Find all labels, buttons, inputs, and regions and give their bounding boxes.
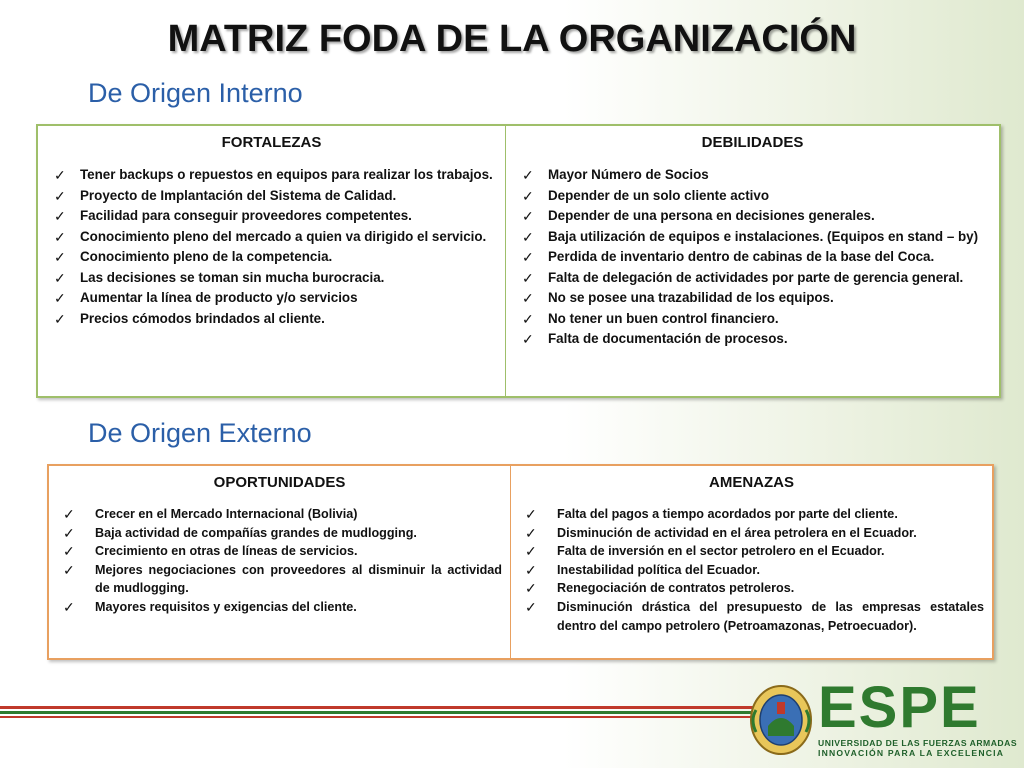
list-item xyxy=(57,505,502,524)
list-item-text: No se posee una trazabilidad de los equipos. xyxy=(548,290,834,305)
checkmark-icon: ✓ xyxy=(522,249,534,265)
checkmark-icon: ✓ xyxy=(522,187,534,204)
list-item-text: Facilidad para conseguir proveedores competentes. xyxy=(80,208,412,223)
green-stripe xyxy=(0,711,760,714)
internal-heading: De Origen Interno xyxy=(88,78,303,108)
debilidades-list xyxy=(514,165,991,350)
oportunidades-column xyxy=(49,466,511,658)
list-item-text: Disminución drástica del presupuesto de las empresas estatales dentro del campo petrolero (Petroamazonas, Petroecuador). xyxy=(557,599,984,633)
checkmark-icon: ✓ xyxy=(525,598,537,615)
list-item xyxy=(57,542,502,561)
red-stripe-thin xyxy=(0,716,760,718)
list-item xyxy=(514,186,991,207)
checkmark-icon: ✓ xyxy=(522,269,534,286)
fortalezas-list xyxy=(46,165,497,329)
external-matrix xyxy=(47,464,994,660)
list-item xyxy=(519,598,984,635)
checkmark-icon: ✓ xyxy=(525,543,537,560)
fortalezas-column xyxy=(38,126,506,396)
checkmark-icon: ✓ xyxy=(522,167,534,183)
list-item-text: Inestabilidad política del Ecuador. xyxy=(557,562,760,577)
logo-motto: INNOVACIÓN PARA LA EXCELENCIA xyxy=(818,748,1005,758)
checkmark-icon: ✓ xyxy=(54,290,66,306)
list-item-text: Conocimiento pleno de la competencia. xyxy=(80,249,333,264)
list-item-text: Mayor Número de Socios xyxy=(548,167,709,182)
list-item xyxy=(514,288,991,309)
list-item-text: Depender de una persona en decisiones generales. xyxy=(548,208,875,223)
list-item xyxy=(514,329,991,350)
checkmark-icon: ✓ xyxy=(525,561,537,578)
oportunidades-list xyxy=(57,505,502,617)
checkmark-icon: ✓ xyxy=(63,524,75,541)
list-item-text: Falta de inversión en el sector petrolero en el Ecuador. xyxy=(557,544,885,559)
list-item-text: Depender de un solo cliente activo xyxy=(548,187,769,203)
espe-logo xyxy=(818,675,1018,758)
checkmark-icon: ✓ xyxy=(63,561,75,578)
checkmark-icon: ✓ xyxy=(522,208,534,224)
checkmark-icon: ✓ xyxy=(522,228,534,245)
amenazas-column xyxy=(511,466,992,658)
checkmark-icon: ✓ xyxy=(525,506,537,522)
list-item xyxy=(519,542,984,561)
list-item-text: Falta del pagos a tiempo acordados por parte del cliente. xyxy=(557,507,898,521)
list-item xyxy=(519,579,984,598)
list-item-text: No tener un buen control financiero. xyxy=(548,310,779,326)
checkmark-icon: ✓ xyxy=(54,167,66,183)
list-item xyxy=(514,227,991,248)
red-stripe xyxy=(0,706,760,709)
list-item-text: Falta de delegación de actividades por parte de gerencia general. xyxy=(548,269,964,285)
amenazas-header: AMENAZAS xyxy=(709,474,794,491)
list-item xyxy=(519,505,984,524)
list-item-text: Falta de documentación de procesos. xyxy=(548,331,788,346)
debilidades-header: DEBILIDADES xyxy=(701,134,804,151)
checkmark-icon: ✓ xyxy=(54,249,66,265)
page-title: MATRIZ FODA DE LA ORGANIZACIÓN xyxy=(167,18,857,60)
list-item-text: Conocimiento pleno del mercado a quien va dirigido el servicio. xyxy=(80,228,487,244)
oportunidades-header: OPORTUNIDADES xyxy=(213,474,346,491)
fortalezas-header: FORTALEZAS xyxy=(221,134,322,151)
list-item xyxy=(46,227,497,248)
university-crest-icon xyxy=(748,680,814,756)
checkmark-icon: ✓ xyxy=(525,580,537,597)
list-item-text: Mayores requisitos y exigencias del cliente. xyxy=(95,599,357,614)
checkmark-icon: ✓ xyxy=(54,187,66,204)
checkmark-icon: ✓ xyxy=(522,310,534,327)
logo-university: UNIVERSIDAD DE LAS FUERZAS ARMADAS xyxy=(818,738,1018,748)
checkmark-icon: ✓ xyxy=(54,310,66,327)
checkmark-icon: ✓ xyxy=(63,543,75,560)
list-item xyxy=(46,186,497,207)
checkmark-icon: ✓ xyxy=(522,290,534,306)
list-item xyxy=(46,309,497,330)
list-item-text: Precios cómodos brindados al cliente. xyxy=(80,310,325,326)
external-heading: De Origen Externo xyxy=(88,418,312,448)
checkmark-icon: ✓ xyxy=(54,269,66,286)
list-item-text: Baja utilización de equipos e instalaciones. (Equipos en stand – by) xyxy=(548,228,979,244)
list-item xyxy=(57,598,502,617)
list-item xyxy=(514,165,991,186)
list-item-text: Aumentar la línea de producto y/o servicios xyxy=(80,290,358,305)
list-item-text: Mejores negociaciones con proveedores al disminuir la actividad de mudlogging. xyxy=(95,562,502,596)
list-item xyxy=(519,561,984,580)
list-item xyxy=(514,268,991,289)
list-item xyxy=(46,288,497,309)
list-item xyxy=(514,309,991,330)
list-item-text: Crecimiento en otras de líneas de servicios. xyxy=(95,544,358,559)
checkmark-icon: ✓ xyxy=(54,228,66,245)
checkmark-icon: ✓ xyxy=(54,208,66,224)
list-item-text: Proyecto de Implantación del Sistema de Calidad. xyxy=(80,187,397,203)
list-item xyxy=(46,165,497,186)
amenazas-list xyxy=(519,505,984,635)
checkmark-icon: ✓ xyxy=(522,331,534,347)
internal-matrix xyxy=(36,124,1001,398)
list-item xyxy=(46,247,497,268)
list-item-text: Disminución de actividad en el área petrolera en el Ecuador. xyxy=(557,525,917,540)
list-item xyxy=(514,206,991,227)
list-item-text: Tener backups o repuestos en equipos para realizar los trabajos. xyxy=(80,167,493,182)
checkmark-icon: ✓ xyxy=(525,524,537,541)
list-item-text: Renegociación de contratos petroleros. xyxy=(557,581,795,596)
checkmark-icon: ✓ xyxy=(63,506,75,522)
list-item-text: Crecer en el Mercado Internacional (Bolivia) xyxy=(95,507,358,521)
list-item-text: Perdida de inventario dentro de cabinas de la base del Coca. xyxy=(548,249,935,264)
logo-name: ESPE xyxy=(818,675,981,740)
debilidades-column xyxy=(506,126,999,396)
list-item xyxy=(514,247,991,268)
list-item-text: Baja actividad de compañías grandes de mudlogging. xyxy=(95,525,417,540)
list-item xyxy=(519,524,984,543)
list-item xyxy=(46,268,497,289)
list-item xyxy=(57,561,502,598)
checkmark-icon: ✓ xyxy=(63,598,75,615)
list-item-text: Las decisiones se toman sin mucha burocracia. xyxy=(80,269,385,285)
list-item xyxy=(57,524,502,543)
list-item xyxy=(46,206,497,227)
